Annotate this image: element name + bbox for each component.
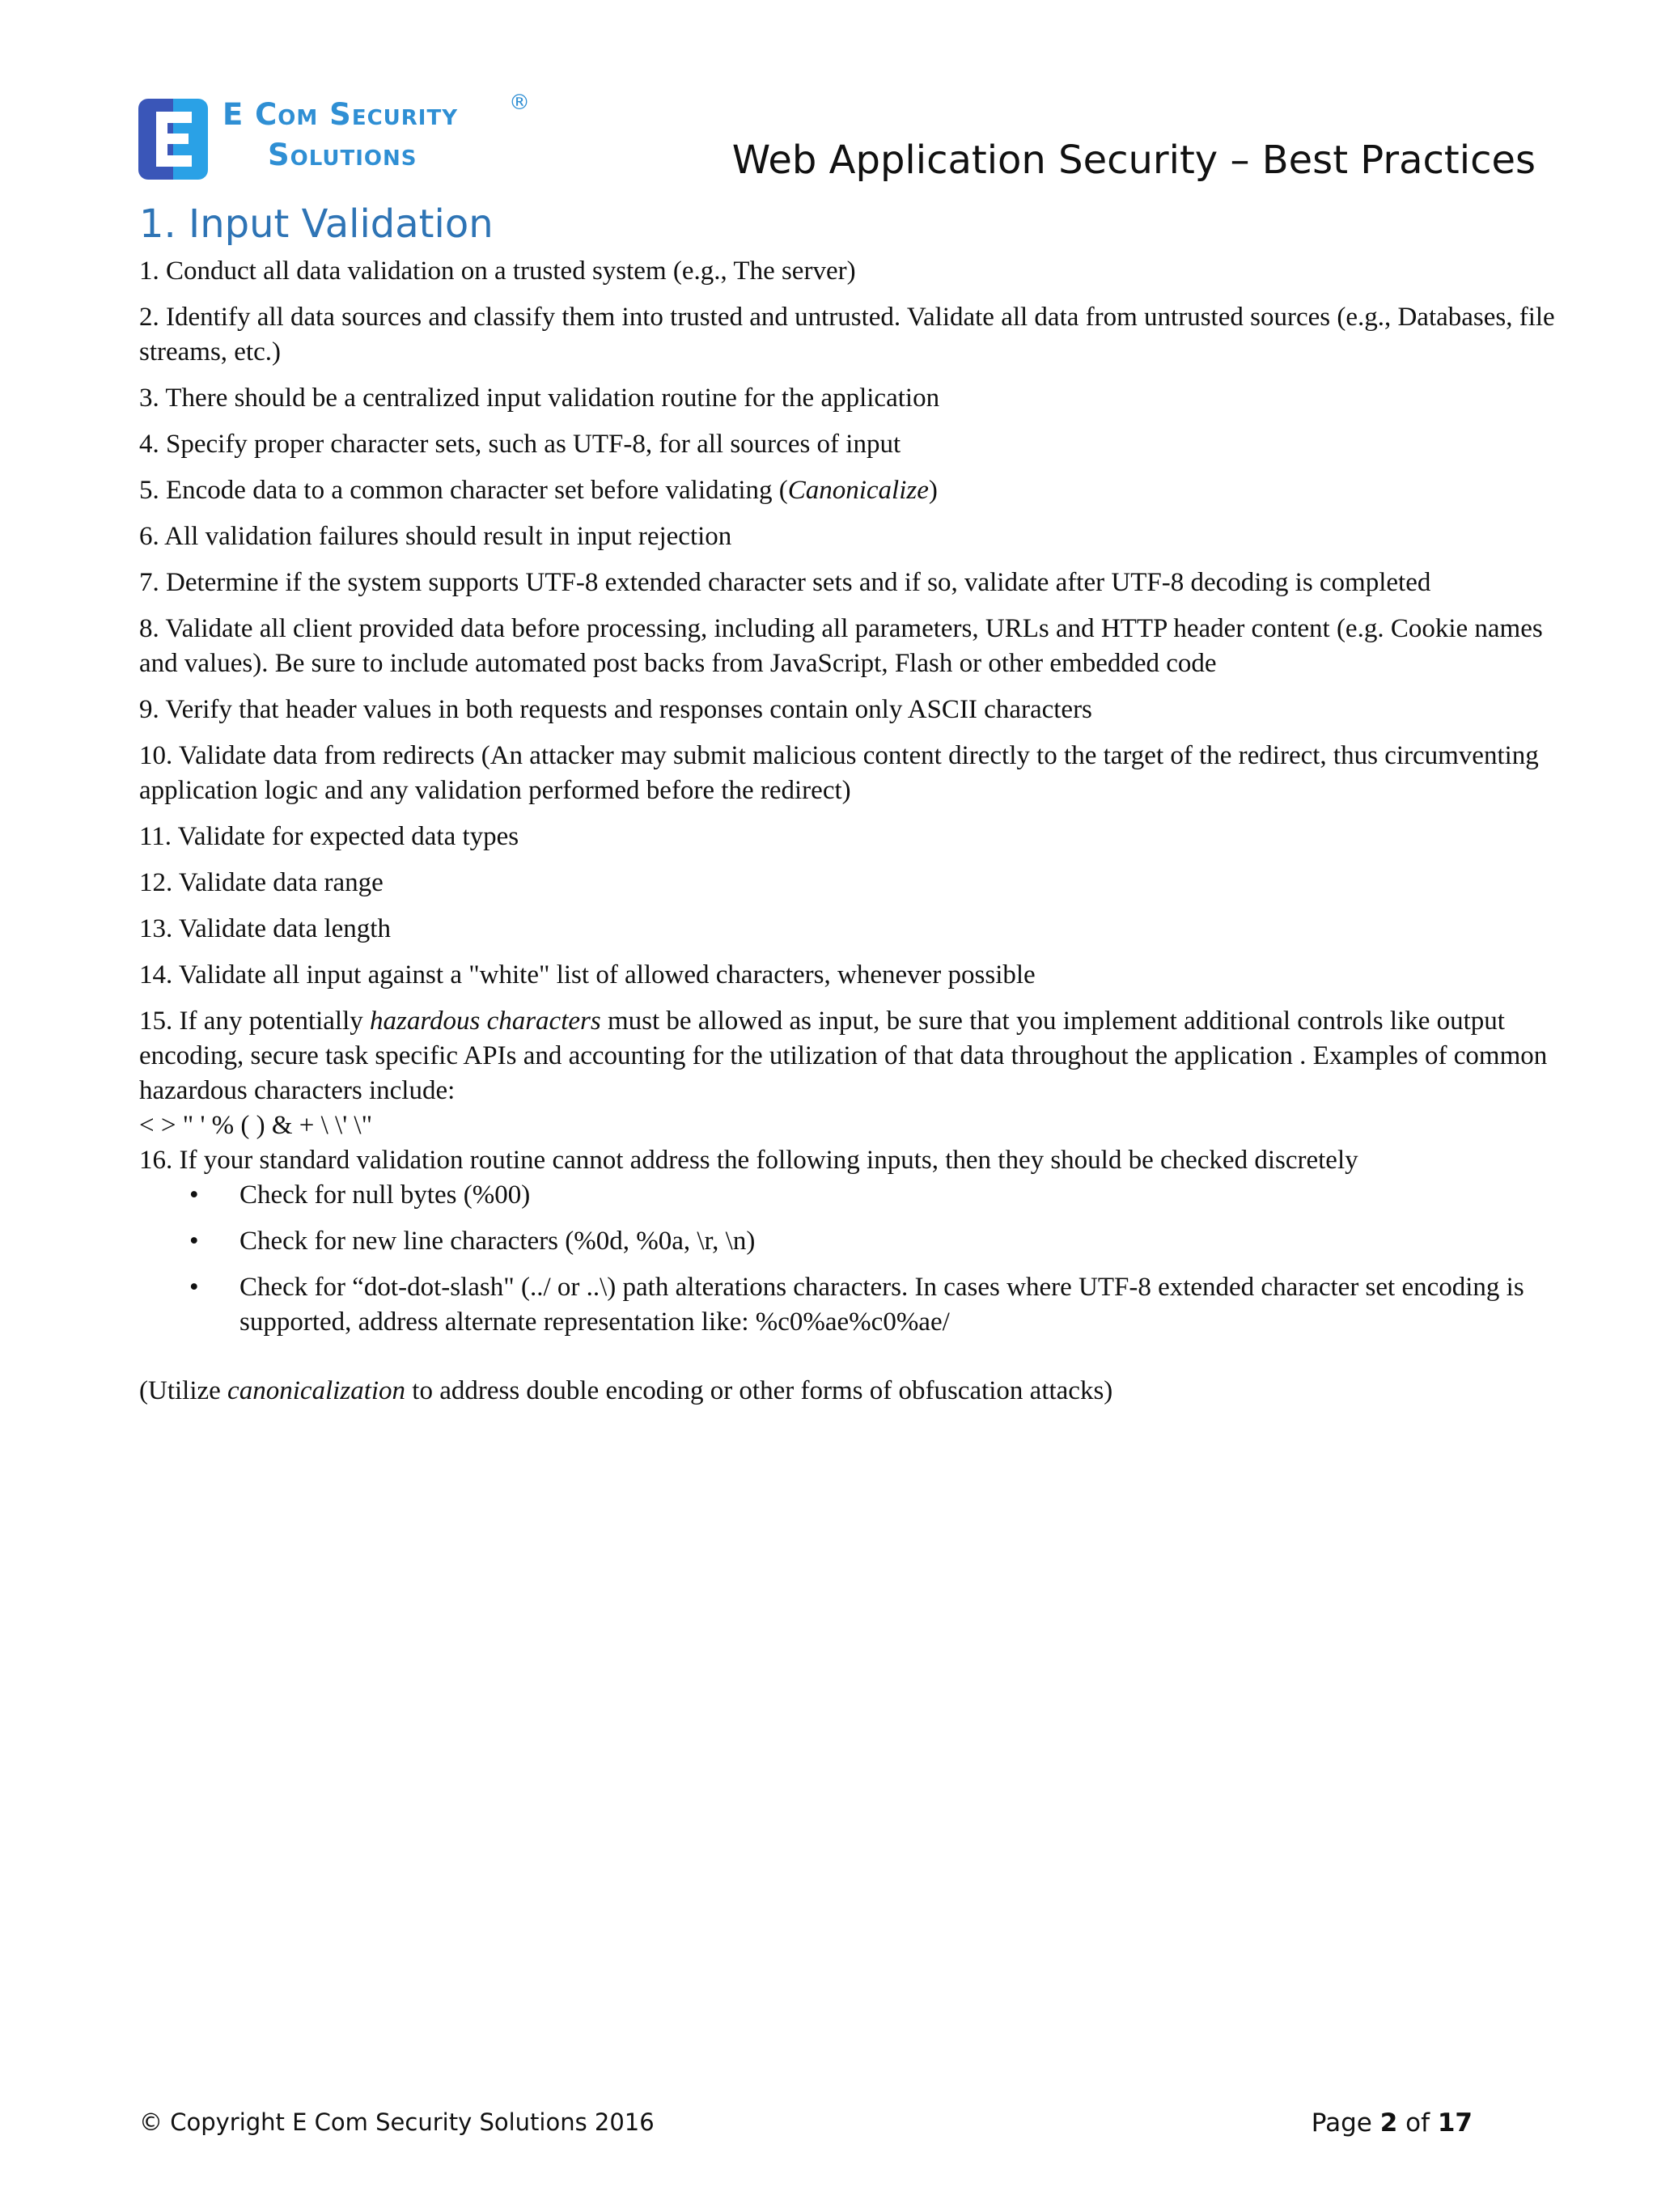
bullet-icon: • <box>189 1180 199 1210</box>
list-item-text: ) <box>928 476 938 505</box>
logo-e-mark-icon <box>138 99 208 180</box>
hazardous-characters-line: < > " ' % ( ) & + \ \' \" <box>139 1111 373 1140</box>
bullet-list <box>139 1178 1563 1340</box>
footer-copyright: © Copyright E Com Security Solutions 2016 <box>139 2108 655 2136</box>
bullet-icon: • <box>189 1273 199 1302</box>
list-item <box>139 473 1563 508</box>
list-item-text: 15. If any potentially <box>139 1006 371 1036</box>
section-heading: 1. Input Validation <box>139 201 494 247</box>
company-logo <box>138 91 543 186</box>
list-item: 9. Verify that header values in both requests and responses contain only ASCII characters <box>139 695 1092 724</box>
bullet-icon: • <box>189 1227 199 1256</box>
page-of-label: of <box>1397 2108 1438 2138</box>
list-item: 6. All validation failures should result in input rejection <box>139 522 732 551</box>
logo-text-line1: E Com Security <box>222 97 459 132</box>
document-body <box>139 254 1563 1420</box>
logo-registered-mark: ® <box>509 91 530 115</box>
bullet-item <box>139 1224 1563 1259</box>
note-emphasis: canonicalization <box>227 1376 406 1405</box>
list-item: 16. If your standard validation routine cannot address the following inputs, then they should be checked discretely <box>139 1146 1358 1175</box>
list-item-emphasis: Canonicalize <box>787 476 929 505</box>
closing-note <box>139 1374 1563 1409</box>
logo-text-line2: Solutions <box>268 138 417 172</box>
list-item: 1. Conduct all data validation on a trusted system (e.g., The server) <box>139 256 856 286</box>
note-text: to address double encoding or other forms of obfuscation attacks) <box>405 1376 1113 1405</box>
footer-page-number <box>1312 2108 1473 2138</box>
list-item: 2. Identify all data sources and classify them into trusted and untrusted. Validate all data from untrusted sources (e.g., Databases, file streams, etc.) <box>139 303 1555 367</box>
list-item: 7. Determine if the system supports UTF-8 extended character sets and if so, validate after UTF-8 decoding is completed <box>139 568 1431 597</box>
list-item: 13. Validate data length <box>139 914 391 943</box>
list-item-text: 5. Encode data to a common character set before validating ( <box>139 476 788 505</box>
bullet-text: Check for new line characters (%0d, %0a, \r, \n) <box>239 1227 756 1256</box>
list-item: 10. Validate data from redirects (An attacker may submit malicious content directly to the target of the redirect, thus circumventing application logic and any validation performed before the redirect) <box>139 741 1539 805</box>
list-item: 8. Validate all client provided data before processing, including all parameters, URLs and HTTP header content (e.g. Cookie names and values). Be sure to include automated post backs from JavaScript, Flash or other embedded code <box>139 614 1543 678</box>
bullet-text: Check for “dot-dot-slash" (../ or ..\) path alterations characters. In cases where UTF-8 extended character set encoding is supported, address alternate representation like: %c0%ae%c0%ae/ <box>239 1273 1524 1337</box>
bullet-item <box>139 1270 1563 1340</box>
page-current: 2 <box>1379 2108 1398 2138</box>
list-item: 4. Specify proper character sets, such as UTF-8, for all sources of input <box>139 430 901 459</box>
list-item: 11. Validate for expected data types <box>139 822 519 851</box>
list-item: 12. Validate data range <box>139 868 384 897</box>
list-item-text: must be allowed as input, be sure that you implement additional controls like output encoding, secure task specific APIs and accounting for the utilization of that data throughout the application . Examples of common hazardous characters include: <box>139 1006 1548 1105</box>
bullet-item <box>139 1178 1563 1213</box>
list-item: 14. Validate all input against a "white" list of allowed characters, whenever possible <box>139 960 1036 989</box>
list-item: 3. There should be a centralized input validation routine for the application <box>139 383 940 413</box>
note-text: (Utilize <box>139 1376 228 1405</box>
document-title: Web Application Security – Best Practices <box>731 138 1536 183</box>
list-item-emphasis: hazardous characters <box>370 1006 601 1036</box>
page-total: 17 <box>1437 2108 1473 2138</box>
list-item <box>139 1004 1563 1108</box>
page-label: Page <box>1311 2108 1380 2138</box>
bullet-text: Check for null bytes (%00) <box>239 1180 531 1210</box>
